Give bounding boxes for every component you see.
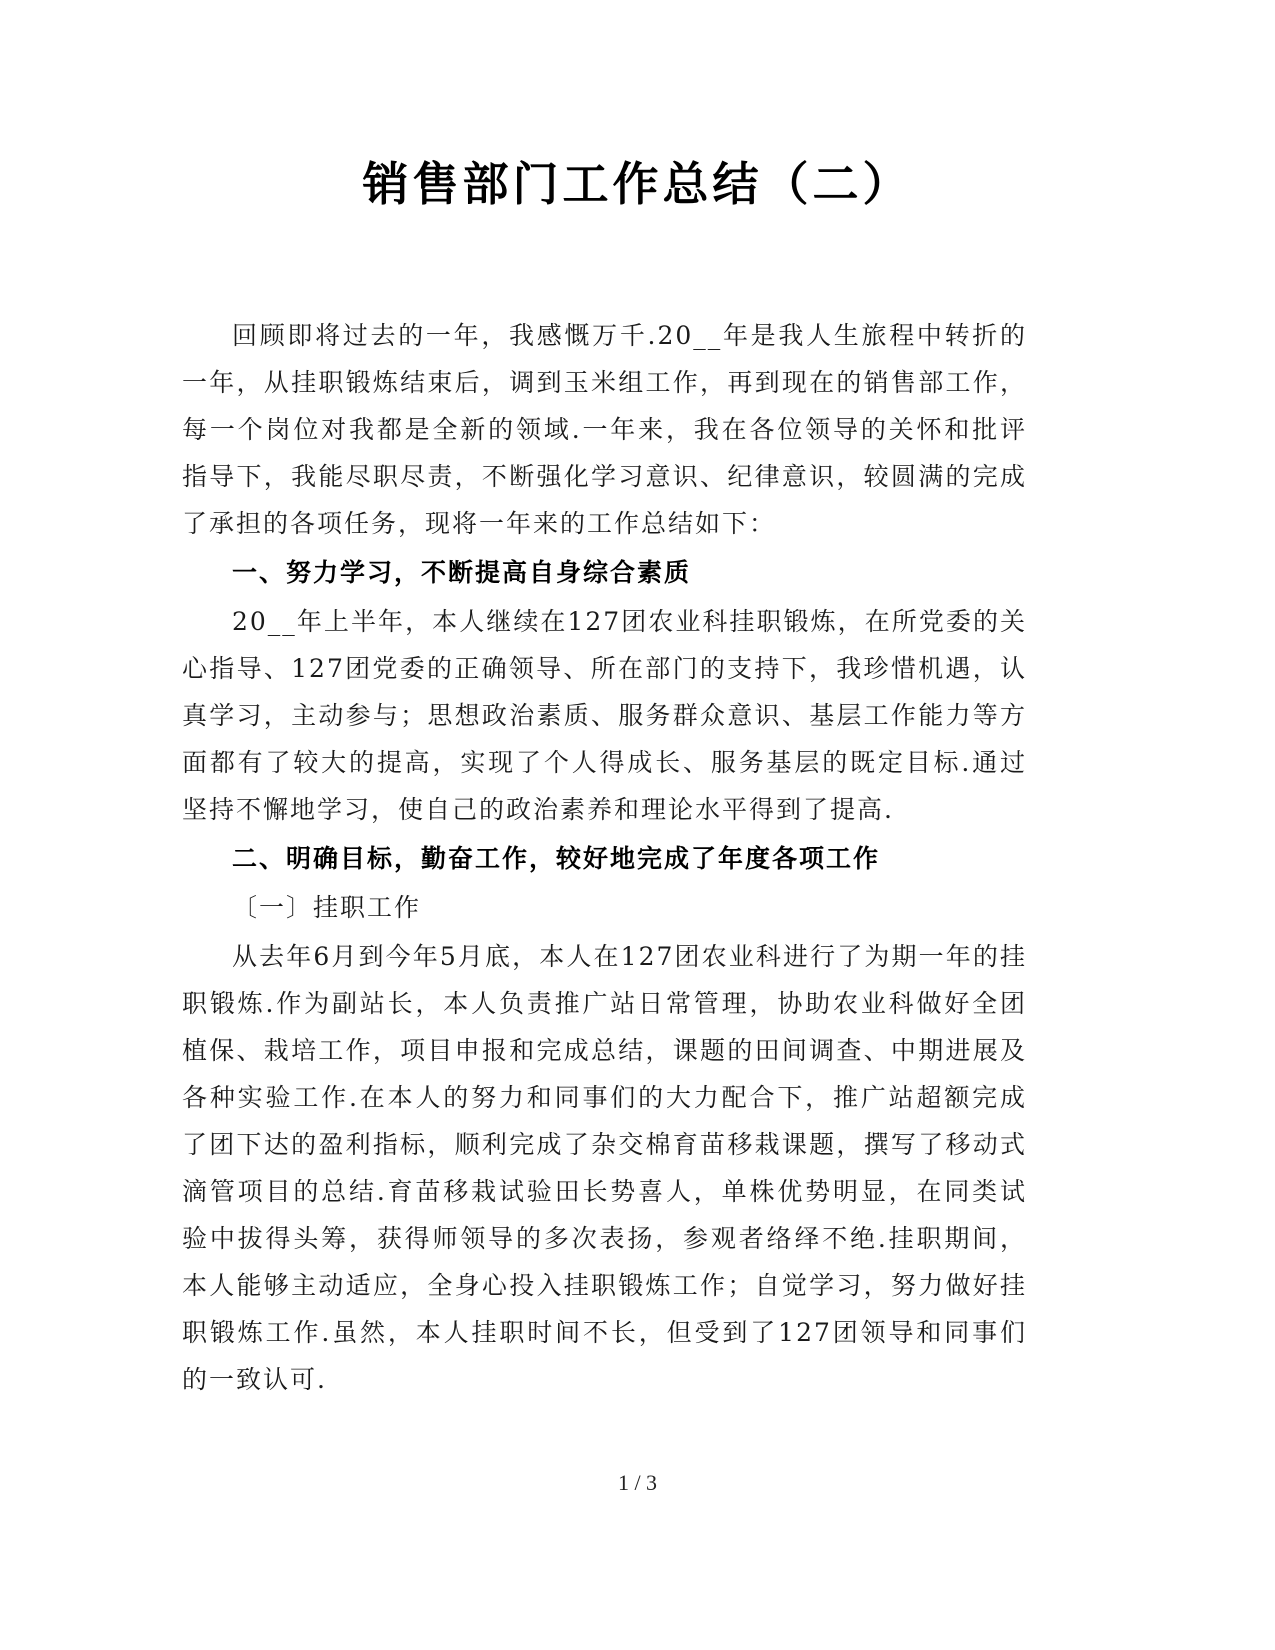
document-body [182, 312, 1027, 1403]
section-heading-1: 一、努力学习，不断提高自身综合素质 [232, 558, 692, 587]
subsection-1-paragraph: 从去年6月到今年5月底，本人在127团农业科进行了为期一年的挂职锻炼.作为副站长，本人负责推广站日常管理，协助农业科做好全团植保、栽培工作，项目申报和完成总结，课题的田间调查、中期进展及各种实验工作.在本人的努力和同事们的大力配合下，推广站超额完成了团下达的盈利指标，顺利完成了杂交棉育苗移栽课题，撰写了移动式滴管项目的总结.育苗移栽试验田长势喜人，单株优势明显，在同类试验中拔得头筹，获得师领导的多次表扬，参观者络绎不绝.挂职期间，本人能够主动适应，全身心投入挂职锻炼工作；自觉学习，努力做好挂职锻炼工作.虽然，本人挂职时间不长，但受到了127团领导和同事们的一致认可. [182, 942, 1027, 1394]
subsection-heading-1: 〔一〕挂职工作 [232, 893, 422, 922]
page-number: 1 / 3 [617, 1470, 658, 1495]
section-heading-2: 二、明确目标，勤奋工作，较好地完成了年度各项工作 [232, 844, 881, 873]
document-title: 销售部门工作总结（二） [362, 157, 913, 211]
section-1-paragraph: 20__年上半年，本人继续在127团农业科挂职锻炼，在所党委的关心指导、127团党委的正确领导、所在部门的支持下，我珍惜机遇，认真学习，主动参与；思想政治素质、服务群众意识、基层工作能力等方面都有了较大的提高，实现了个人得成长、服务基层的既定目标.通过坚持不懈地学习，使自己的政治素养和理论水平得到了提高. [182, 607, 1027, 824]
intro-paragraph: 回顾即将过去的一年，我感慨万千.20__年是我人生旅程中转折的一年，从挂职锻炼结束后，调到玉米组工作，再到现在的销售部工作，每一个岗位对我都是全新的领域.一年来，我在各位领导的关怀和批评指导下，我能尽职尽责，不断强化学习意识、纪律意识，较圆满的完成了承担的各项任务，现将一年来的工作总结如下： [182, 321, 1027, 538]
